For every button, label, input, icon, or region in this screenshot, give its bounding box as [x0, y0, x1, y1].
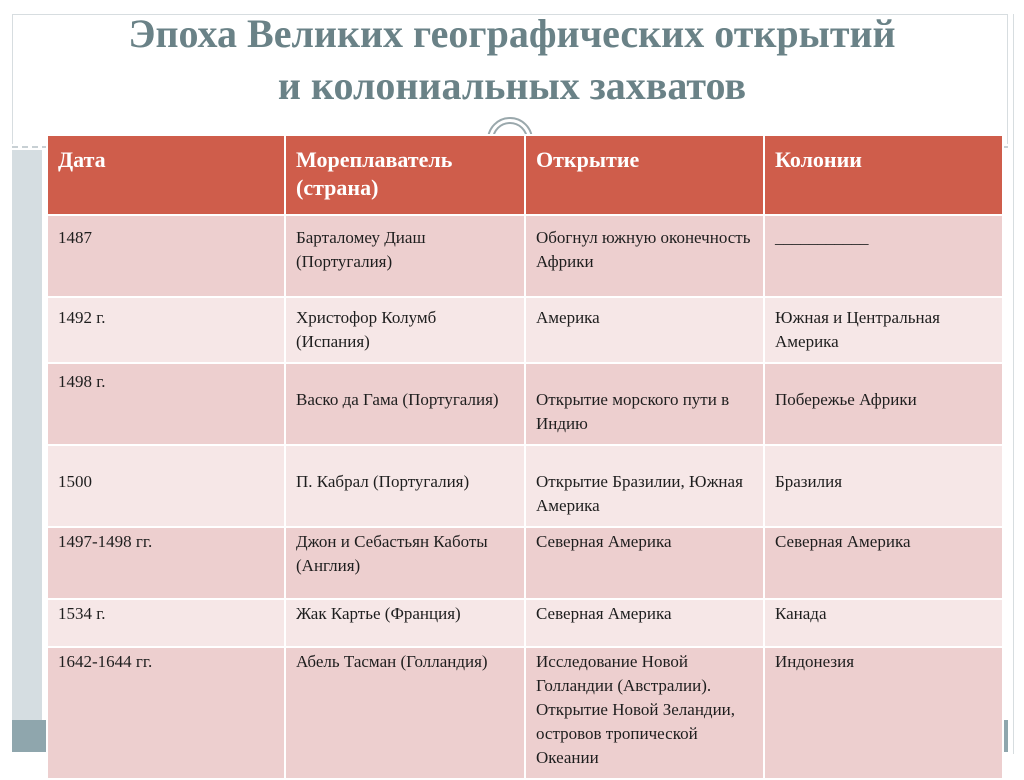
cell-navigator: Васко да Гама (Португалия) — [285, 363, 525, 445]
table-header-row — [47, 135, 1003, 215]
cell-discovery: Открытие морского пути в Индию — [525, 363, 764, 445]
cell-discovery: Америка — [525, 297, 764, 363]
cell-date: 1500 — [47, 445, 285, 527]
cell-navigator: Абель Тасман (Голландия) — [285, 647, 525, 779]
table-row — [47, 215, 1003, 297]
cell-discovery: Обогнул южную оконечность Африки — [525, 215, 764, 297]
cell-navigator: Барталомеу Диаш (Португалия) — [285, 215, 525, 297]
cell-colonies: Северная Америка — [764, 527, 1003, 599]
title-line-1: Эпоха Великих географических открытий — [128, 11, 896, 56]
cell-navigator: Джон и Себастьян Каботы (Англия) — [285, 527, 525, 599]
title-line-2: и колониальных захватов — [277, 63, 747, 108]
cell-colonies: Побережье Африки — [764, 363, 1003, 445]
table-row — [47, 363, 1003, 445]
cell-colonies: Канада — [764, 599, 1003, 647]
cell-colonies: Индонезия — [764, 647, 1003, 779]
cell-date: 1534 г. — [47, 599, 285, 647]
cell-date: 1487 — [47, 215, 285, 297]
cell-navigator: П. Кабрал (Португалия) — [285, 445, 525, 527]
header-navigator: Мореплаватель (страна) — [285, 135, 525, 215]
table-row — [47, 647, 1003, 779]
cell-discovery: Северная Америка — [525, 599, 764, 647]
cell-colonies: Южная и Центральная Америка — [764, 297, 1003, 363]
cell-discovery: Открытие Бразилии, Южная Америка — [525, 445, 764, 527]
cell-colonies: ___________ — [764, 215, 1003, 297]
cell-date: 1492 г. — [47, 297, 285, 363]
slide-title — [30, 8, 994, 112]
cell-navigator: Жак Картье (Франция) — [285, 599, 525, 647]
table-row — [47, 599, 1003, 647]
cell-date: 1498 г. — [47, 363, 285, 445]
table-row — [47, 527, 1003, 599]
cell-date: 1642-1644 гг. — [47, 647, 285, 779]
header-colonies: Колонии — [764, 135, 1003, 215]
discoveries-table — [46, 134, 1004, 780]
slide-frame-right — [1013, 14, 1014, 754]
cell-discovery: Исследование Новой Голландии (Австралии). Открытие Новой Зеландии, островов тропической Океании — [525, 647, 764, 779]
header-discovery: Открытие — [525, 135, 764, 215]
cell-navigator: Христофор Колумб (Испания) — [285, 297, 525, 363]
table-row — [47, 445, 1003, 527]
cell-colonies: Бразилия — [764, 445, 1003, 527]
table-row — [47, 297, 1003, 363]
left-accent-bar — [12, 150, 42, 720]
cell-date: 1497-1498 гг. — [47, 527, 285, 599]
cell-discovery: Северная Америка — [525, 527, 764, 599]
header-date: Дата — [47, 135, 285, 215]
